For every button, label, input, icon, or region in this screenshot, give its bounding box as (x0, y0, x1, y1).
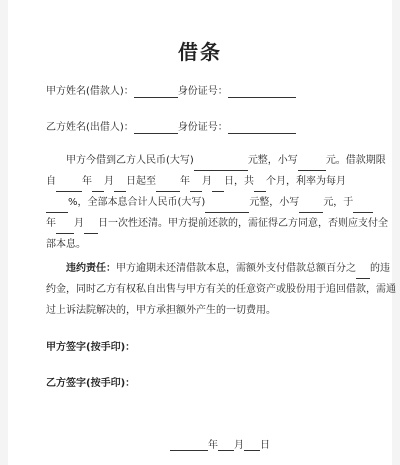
body-text: 元整，小写 (249, 197, 300, 208)
body-text: 日起至 (126, 176, 156, 187)
due-day-field[interactable] (84, 223, 98, 234)
body-text: 年 (82, 176, 92, 187)
loan-terms-paragraph (46, 150, 388, 255)
months-field[interactable] (254, 181, 266, 192)
borrower-name-field[interactable] (134, 87, 178, 98)
body-text: 年 (46, 218, 56, 229)
start-year-field[interactable] (56, 181, 82, 192)
lender-id-label: 身份证号： (177, 122, 228, 133)
monthly-rate-field[interactable] (46, 202, 68, 213)
body-text: 年 (180, 176, 190, 187)
borrower-id-field[interactable] (228, 87, 296, 98)
total-upper-field[interactable] (205, 202, 249, 213)
penalty-percent-field[interactable] (356, 268, 370, 279)
lender-name-label: 乙方姓名(出借人)： (46, 122, 134, 133)
body-text: 月 (74, 218, 84, 229)
start-day-field[interactable] (114, 181, 126, 192)
amount-upper-field[interactable] (194, 160, 248, 171)
start-month-field[interactable] (92, 181, 104, 192)
document-title: 借条 (178, 40, 222, 64)
borrower-info-line (46, 86, 296, 98)
body-text: 日一次性还清。甲方提前还款的，需征得乙方同意，否则应支付全 (98, 218, 388, 229)
end-day-field[interactable] (212, 181, 224, 192)
body-text: 月 (202, 176, 212, 187)
date-month-label: 月 (234, 440, 244, 451)
due-month-field[interactable] (56, 223, 74, 234)
due-prefix-field[interactable] (353, 202, 373, 213)
borrower-id-label: 身份证号： (177, 86, 228, 97)
borrower-name-label: 甲方姓名(借款人)： (46, 86, 134, 97)
total-lower-field[interactable] (299, 202, 323, 213)
body-text: 约金，同时乙方有权私自出售与甲方有关的任意资产或股份用于追回借款，需通 (46, 284, 396, 295)
date-day-label: 日 (260, 440, 270, 451)
body-text: 部本息。 (46, 239, 86, 250)
date-day-field[interactable] (244, 440, 260, 451)
body-text: 自 (46, 176, 56, 187)
lender-name-field[interactable] (134, 123, 178, 134)
body-text: 过上诉法院解决的，甲方承担额外产生的一切费用。 (46, 305, 276, 316)
body-text: 元，于 (323, 197, 354, 208)
breach-paragraph (46, 258, 396, 321)
lender-signature-label: 乙方签字(按手印)： (46, 378, 136, 389)
body-text: 元整，小写 (247, 155, 298, 166)
body-text: 元。借款期限 (325, 155, 386, 166)
amount-lower-field[interactable] (298, 160, 326, 171)
borrower-signature-label: 甲方签字(按手印)： (46, 342, 136, 353)
body-text: %，全部本息合计人民币(大写) (68, 197, 206, 208)
document-page (8, 0, 396, 465)
body-text: 的违 (370, 263, 390, 274)
end-month-field[interactable] (190, 181, 202, 192)
end-year-field[interactable] (156, 181, 180, 192)
body-text: 日，共 (224, 176, 254, 187)
breach-label: 违约责任： (66, 263, 116, 274)
date-year-label: 年 (208, 440, 218, 451)
body-text: 个月，利率为每月 (266, 176, 346, 187)
body-text: 甲方今借到乙方人民币(大写) (66, 155, 194, 166)
lender-id-field[interactable] (228, 123, 296, 134)
date-line (170, 436, 270, 451)
body-text: 甲方逾期未还清借款本息，需额外支付借款总额百分之 (116, 263, 356, 274)
date-year-field[interactable] (170, 440, 208, 451)
lender-info-line (46, 122, 296, 134)
date-month-field[interactable] (218, 440, 234, 451)
body-text: 月 (104, 176, 114, 187)
